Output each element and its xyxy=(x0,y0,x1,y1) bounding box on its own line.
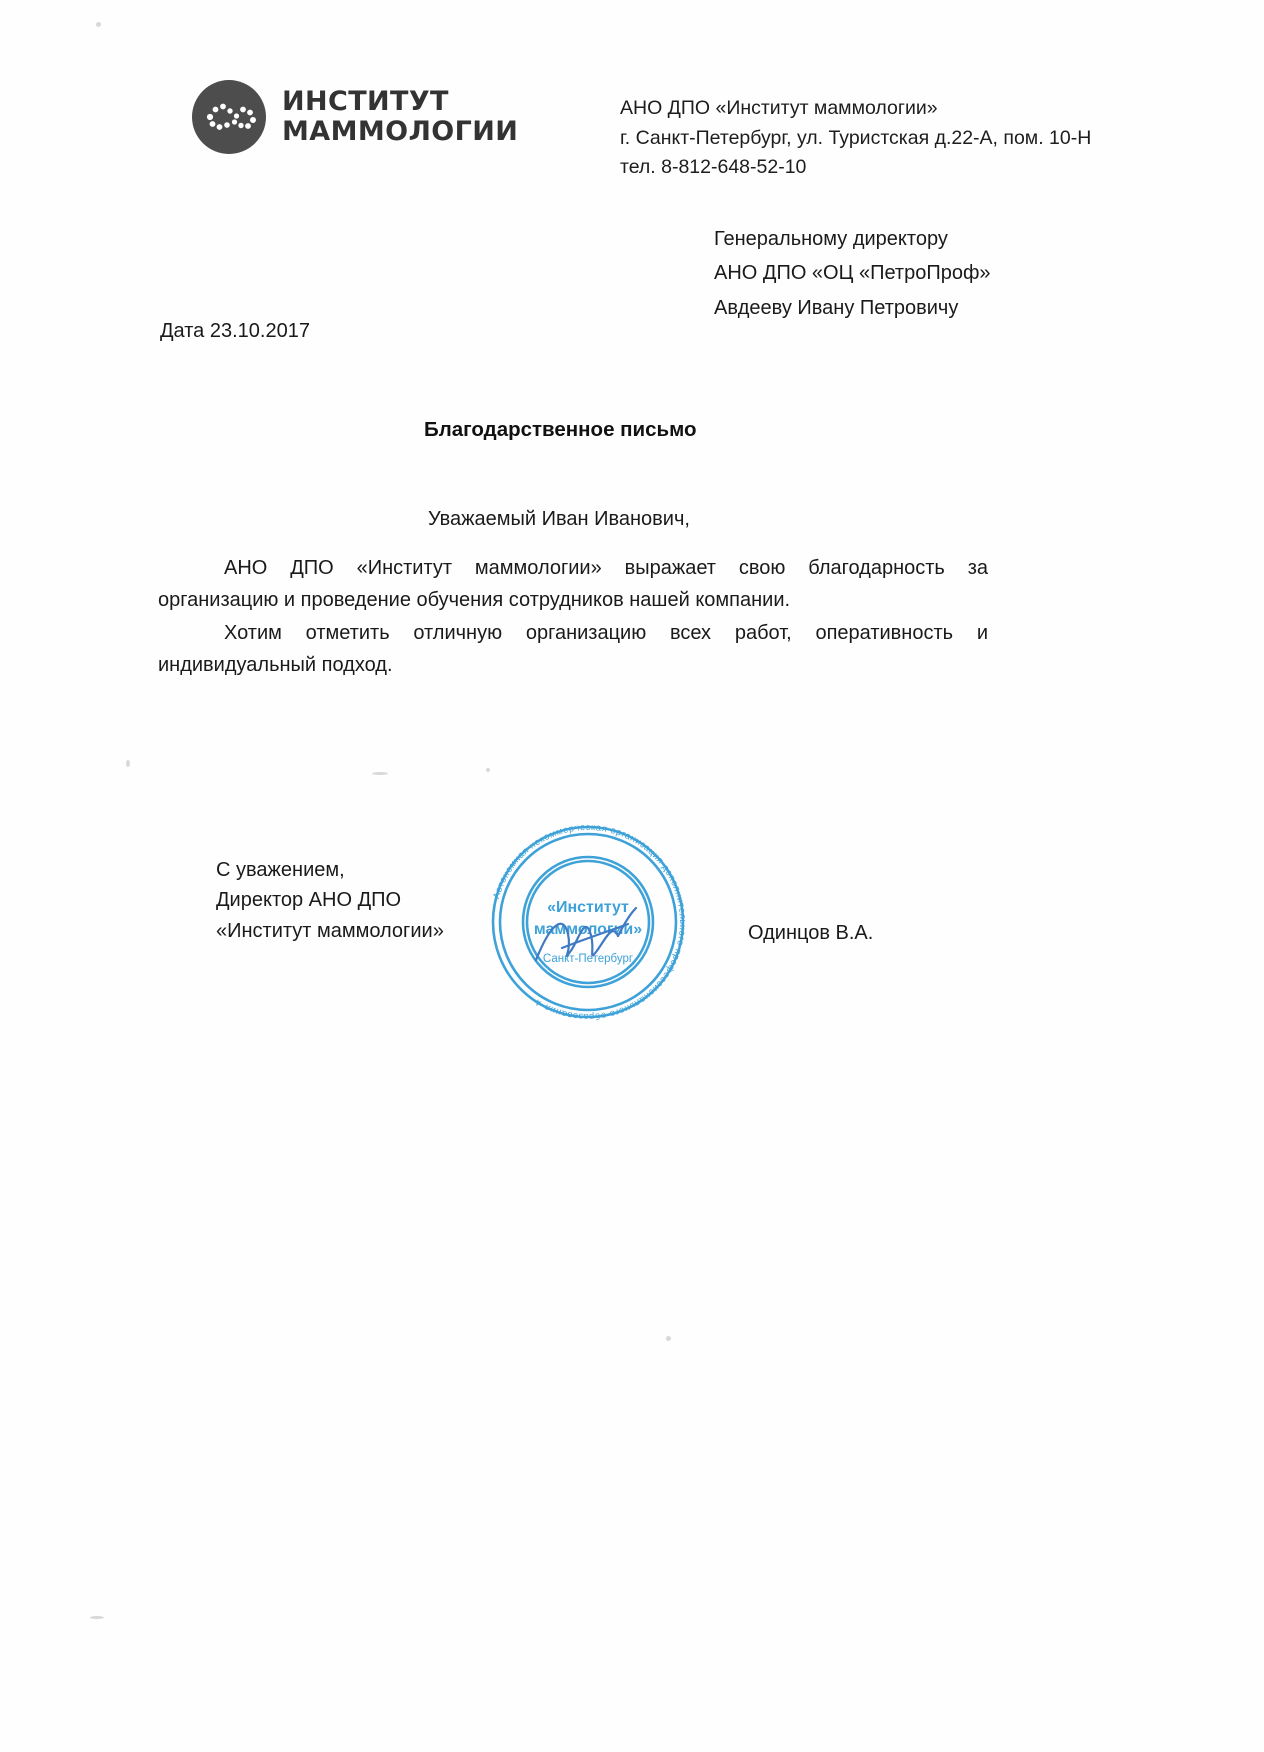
org-phone: тел. 8-812-648-52-10 xyxy=(620,156,807,179)
company-logo xyxy=(190,78,610,156)
addressee-line-3: Авдееву Ивану Петровичу xyxy=(714,296,959,319)
body-paragraph-2: Хотим отметить отличную организацию всех работ, оперативность и индивидуальный подход. xyxy=(158,621,988,677)
addressee-line-1: Генеральному директору xyxy=(714,228,948,250)
body-paragraph-1: АНО ДПО «Институт маммологии» выражает свою благодарность за организацию и проведение обучения сотрудников нашей компании. xyxy=(158,557,988,612)
signature-block xyxy=(216,855,444,946)
scan-speck xyxy=(666,1336,671,1341)
signer-name: Одинцов В.А. xyxy=(748,922,874,944)
svg-text:«Институт: «Институт xyxy=(547,899,629,916)
svg-text:Санкт-Петербург: Санкт-Петербург xyxy=(542,953,634,965)
addressee-block xyxy=(714,222,991,325)
scan-speck xyxy=(90,1616,104,1619)
logo-line-1: ИНСТИТУТ xyxy=(282,85,449,117)
signature-line-2: Директор АНО ДПО xyxy=(216,889,402,912)
signature-line-3: «Институт маммологии» xyxy=(216,919,444,942)
scan-speck xyxy=(372,772,388,775)
company-stamp-icon xyxy=(478,812,698,1032)
letterhead xyxy=(190,78,1190,183)
infinity-logo-icon xyxy=(190,78,268,156)
svg-text:Автономная некоммерческая орга: Автономная некоммерческая организация дополнительного профессионального образования ★ xyxy=(491,821,689,1023)
org-contacts xyxy=(620,78,1091,183)
org-address: г. Санкт-Петербург, ул. Туристская д.22-А, пом. 10-Н xyxy=(620,126,1092,149)
scan-speck xyxy=(486,768,490,772)
signature-line-1: С уважением, xyxy=(216,859,345,881)
logo-wordmark xyxy=(282,87,518,147)
document-date: Дата 23.10.2017 xyxy=(160,320,310,342)
logo-line-2: МАММОЛОГИИ xyxy=(282,116,519,147)
scan-speck xyxy=(126,760,130,767)
salutation: Уважаемый Иван Иванович, xyxy=(428,508,690,530)
body-text xyxy=(158,552,988,682)
addressee-line-2: АНО ДПО «ОЦ «ПетроПроф» xyxy=(714,262,991,285)
document-title: Благодарственное письмо xyxy=(424,418,697,441)
org-name: АНО ДПО «Институт маммологии» xyxy=(620,97,938,119)
scan-speck xyxy=(96,22,101,27)
svg-text:маммологии»: маммологии» xyxy=(533,921,643,938)
